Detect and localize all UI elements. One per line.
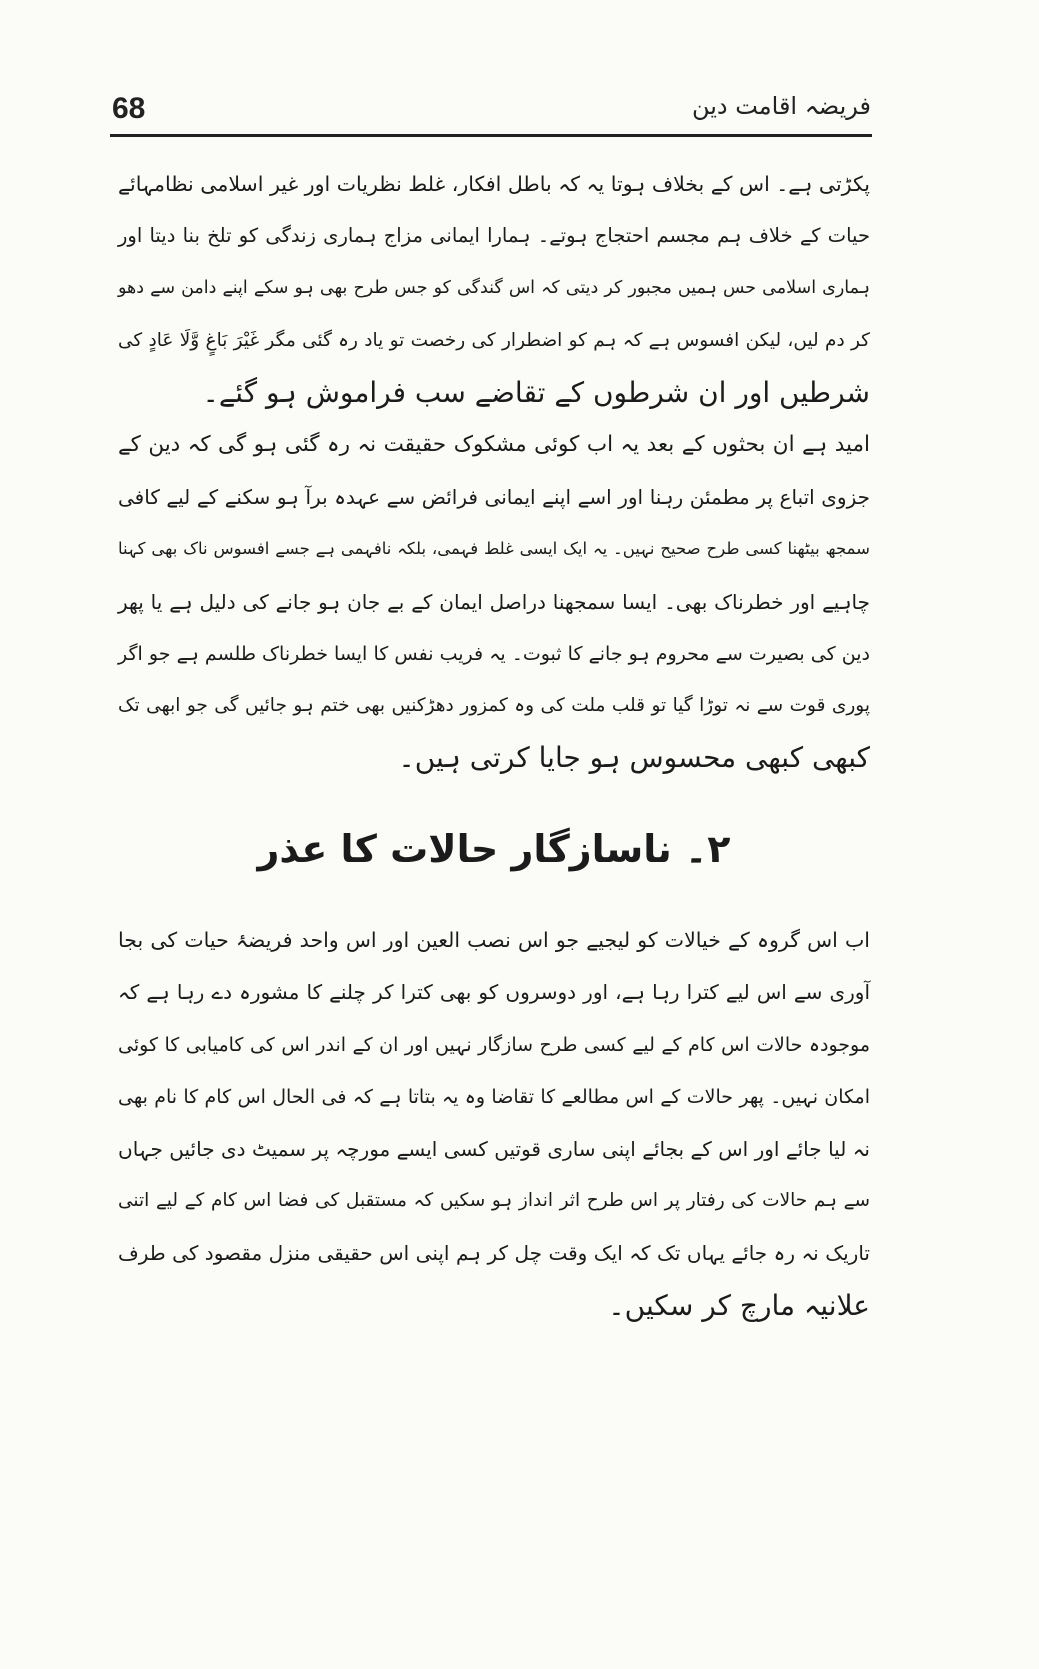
paragraph (118, 158, 870, 419)
text-line: امید ہے ان بحثوں کے بعد یہ اب کوئی مشکوک حقیقت نہ رہ گئی ہو گی کہ دین کے (118, 431, 870, 457)
text-line: نہ لیا جائے اور اس کے بجائے اپنی ساری قوتیں کسی ایسے مورچہ پر سمیٹ دی جائیں جہاں (118, 1137, 870, 1161)
text-line: کر دم لیں، لیکن افسوس ہے کہ ہم کو اضطرار کی رخصت تو یاد رہ گئی مگر غَيْرَ بَاغٍ وَّلَا عَادٍ کی (118, 329, 870, 351)
text-line: دین کی بصیرت سے محروم ہو جانے کا ثبوت۔ یہ فریب نفس کا ایسا خطرناک طلسم ہے جو اگر (118, 642, 870, 665)
text-line: اب اس گروہ کے خیالات کو لیجیے جو اس نصب العین اور اس واحد فریضۂ حیات کی بجا (118, 928, 870, 953)
text-line: چاہیے اور خطرناک بھی۔ ایسا سمجھنا دراصل ایمان کے بے جان ہو جانے کی دلیل ہے یا پھر (118, 589, 870, 614)
text-line: کبھی کبھی محسوس ہو جایا کرتی ہیں۔ (398, 741, 870, 775)
text-line: پوری قوت سے نہ توڑا گیا تو قلب ملت کی وہ کمزور دھڑکنیں بھی ختم ہو جائیں گی جو ابھی تک (118, 694, 870, 716)
section-heading: ۲۔ ناسازگار حالات کا عذر (257, 827, 731, 872)
text-line: تاریک نہ رہ جائے یہاں تک کہ ایک وقت چل کر ہم اپنی اس حقیقی منزل مقصود کی طرف (118, 1241, 870, 1266)
running-title: فریضہ اقامت دین (691, 92, 871, 120)
text-line: ہماری اسلامی حس ہمیں مجبور کر دیتی کہ اس گندگی کو جس طرح بھی ہو سکے اپنے دامن سے دھو (118, 278, 870, 299)
text-line: موجودہ حالات اس کام کے لیے کسی طرح سازگار نہیں اور ان کے اندر اس کی کامیابی کا کوئی (118, 1033, 870, 1056)
header-rule (110, 134, 872, 137)
paragraph (118, 419, 870, 784)
text-line: جزوی اتباع پر مطمئن رہنا اور اسے اپنے ایمانی فرائض سے عہدہ برآ ہو سکنے کے لیے کافی (118, 485, 870, 510)
text-line: سمجھ بیٹھنا کسی طرح صحیح نہیں۔ یہ ایک ایسی غلط فہمی، بلکہ نافہمی ہے جسے افسوس ناک بھی کہنا (118, 539, 870, 559)
text-line: شرطیں اور ان شرطوں کے تقاضے سب فراموش ہو گئے۔ (202, 375, 870, 409)
page-number: 68 (112, 92, 146, 125)
page-body (118, 158, 870, 1332)
text-line: امکان نہیں۔ پھر حالات کے اس مطالعے کا تقاضا وہ یہ بتاتا ہے کہ فی الحال اس کام کا نام بھی (118, 1085, 870, 1108)
paragraph (118, 914, 870, 1332)
text-line: سے ہم حالات کی رفتار پر اس طرح اثر انداز ہو سکیں کہ مستقبل کی فضا اس کام کے لیے اتنی (118, 1190, 870, 1212)
text-line: علانیہ مارچ کر سکیں۔ (608, 1288, 870, 1322)
text-line: پکڑتی ہے۔ اس کے بخلاف ہوتا یہ کہ باطل افکار، غلط نظریات اور غیر اسلامی نظامہائے (118, 172, 870, 196)
text-line: حیات کے خلاف ہم مجسم احتجاج ہوتے۔ ہمارا ایمانی مزاج ہماری زندگی کو تلخ بنا دیتا اور (118, 224, 870, 248)
text-line: آوری سے اس لیے کترا رہا ہے، اور دوسروں کو بھی کترا کر چلنے کا مشورہ دے رہا ہے کہ (118, 980, 870, 1005)
